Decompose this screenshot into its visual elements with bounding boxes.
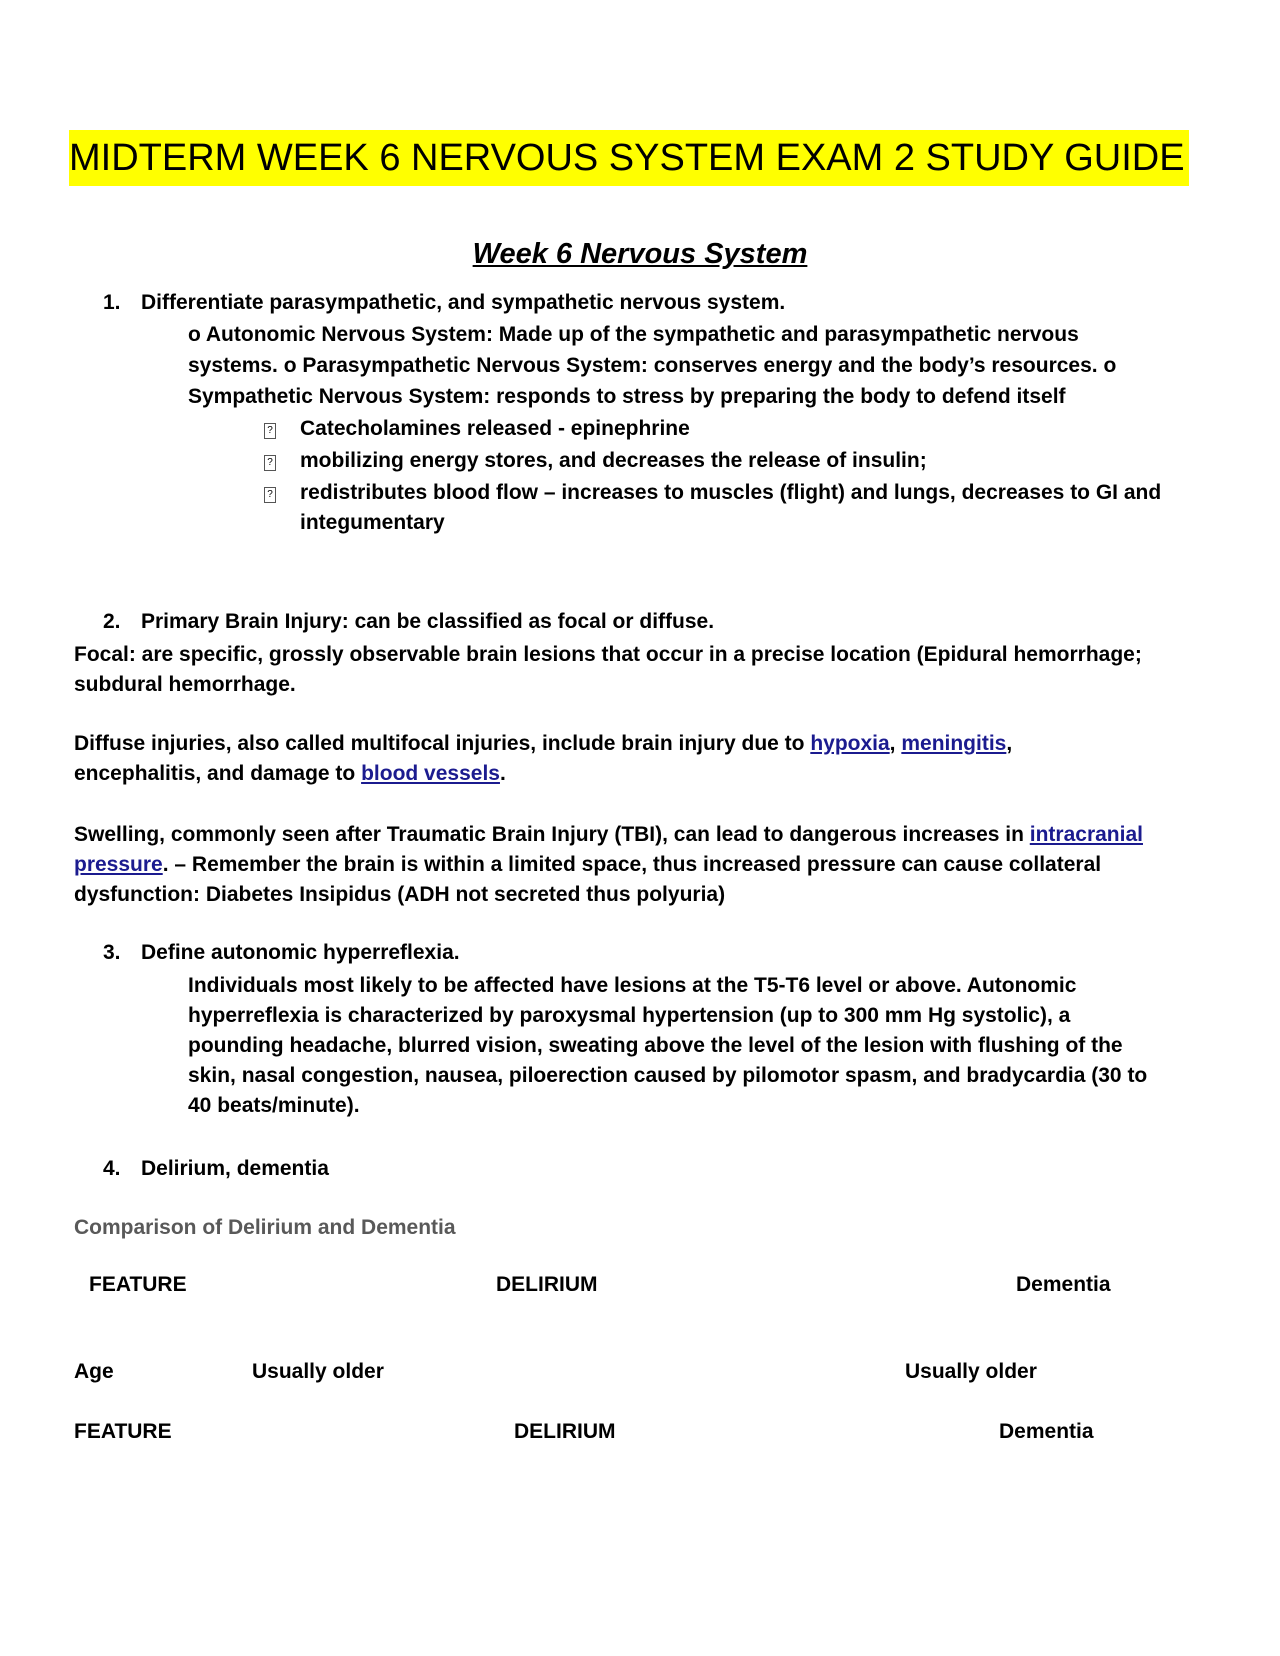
- document-title: MIDTERM WEEK 6 NERVOUS SYSTEM EXAM 2 STUDY GUIDE: [69, 130, 1189, 186]
- q1-line-3: Sympathetic Nervous System: responds to stress by preparing the body to defend itself: [188, 385, 1066, 408]
- q3-line-2: hyperreflexia is characterized by paroxysmal hypertension (up to 300 mm Hg systolic), a: [188, 1004, 1071, 1027]
- swelling-line-1: [74, 820, 1143, 850]
- q1-line-1: o Autonomic Nervous System: Made up of the sympathetic and parasympathetic nervous: [188, 323, 1079, 346]
- table-cell-age: Age: [74, 1360, 114, 1383]
- bullet-square-icon: ?: [264, 423, 276, 439]
- swelling-line-2: [74, 850, 1101, 880]
- focal-line-1: Focal: are specific, grossly observable brain lesions that occur in a precise location (Epidural hemorrhage;: [74, 643, 1142, 666]
- section-heading: Week 6 Nervous System: [472, 238, 808, 270]
- q1-bullet-3-cont: integumentary: [300, 511, 445, 534]
- meningitis-link[interactable]: meningitis: [901, 732, 1007, 755]
- diffuse-line-2: [74, 759, 506, 789]
- table-header-dementia: Dementia: [1016, 1273, 1111, 1296]
- q4-number: 4.: [103, 1157, 121, 1180]
- table-header-delirium-2: DELIRIUM: [514, 1420, 616, 1443]
- pressure-link[interactable]: pressure: [74, 853, 163, 876]
- q1-bullet-1: Catecholamines released - epinephrine: [300, 417, 690, 440]
- q2-text: Primary Brain Injury: can be classified as focal or diffuse.: [141, 610, 715, 633]
- comma: ,: [889, 732, 902, 755]
- intracranial-link[interactable]: intracranial: [1029, 823, 1143, 846]
- q3-line-5: 40 beats/minute).: [188, 1094, 360, 1117]
- q2-number: 2.: [103, 610, 121, 633]
- q3-text: Define autonomic hyperreflexia.: [141, 941, 460, 964]
- focal-line-2: subdural hemorrhage.: [74, 673, 296, 696]
- bullet-square-icon: ?: [264, 487, 276, 503]
- q1-bullet-2: mobilizing energy stores, and decreases the release of insulin;: [300, 449, 927, 472]
- table-header-feature: FEATURE: [89, 1273, 187, 1296]
- blood-vessels-link[interactable]: blood vessels: [361, 762, 500, 785]
- q3-number: 3.: [103, 941, 121, 964]
- period: .: [499, 762, 506, 785]
- table-header-feature-2: FEATURE: [74, 1420, 172, 1443]
- diffuse-text: Diffuse injuries, also called multifocal injuries, include brain injury due to: [74, 732, 811, 755]
- swelling-line-3: dysfunction: Diabetes Insipidus (ADH not secreted thus polyuria): [74, 883, 726, 906]
- q1-text: Differentiate parasympathetic, and sympathetic nervous system.: [141, 291, 786, 314]
- q3-line-3: pounding headache, blurred vision, sweating above the level of the lesion with flushing of the: [188, 1034, 1123, 1057]
- q1-line-2: systems. o Parasympathetic Nervous System: conserves energy and the body’s resources. o: [188, 354, 1117, 377]
- q1-number: 1.: [103, 291, 121, 314]
- swelling-text-2: . – Remember the brain is within a limited space, thus increased pressure can cause collateral: [162, 853, 1102, 876]
- diffuse-line-1: [74, 729, 1012, 759]
- q3-line-1: Individuals most likely to be affected have lesions at the T5-T6 level or above. Autonomic: [188, 974, 1077, 997]
- comparison-title: Comparison of Delirium and Dementia: [74, 1216, 456, 1239]
- table-cell-delirium-age: Usually older: [252, 1360, 384, 1383]
- q3-line-4: skin, nasal congestion, nausea, piloerection caused by pilomotor spasm, and bradycardia (30 to: [188, 1064, 1148, 1087]
- table-header-dementia-2: Dementia: [999, 1420, 1094, 1443]
- q4-text: Delirium, dementia: [141, 1157, 329, 1180]
- q1-bullet-3: redistributes blood flow – increases to muscles (flight) and lungs, decreases to GI and: [300, 481, 1162, 504]
- table-cell-dementia-age: Usually older: [905, 1360, 1037, 1383]
- table-header-delirium: DELIRIUM: [496, 1273, 598, 1296]
- swelling-text: Swelling, commonly seen after Traumatic Brain Injury (TBI), can lead to dangerous increases in: [74, 823, 1030, 846]
- comma: ,: [1006, 732, 1013, 755]
- hypoxia-link[interactable]: hypoxia: [810, 732, 890, 755]
- bullet-square-icon: ?: [264, 455, 276, 471]
- diffuse-text-2: encephalitis, and damage to: [74, 762, 362, 785]
